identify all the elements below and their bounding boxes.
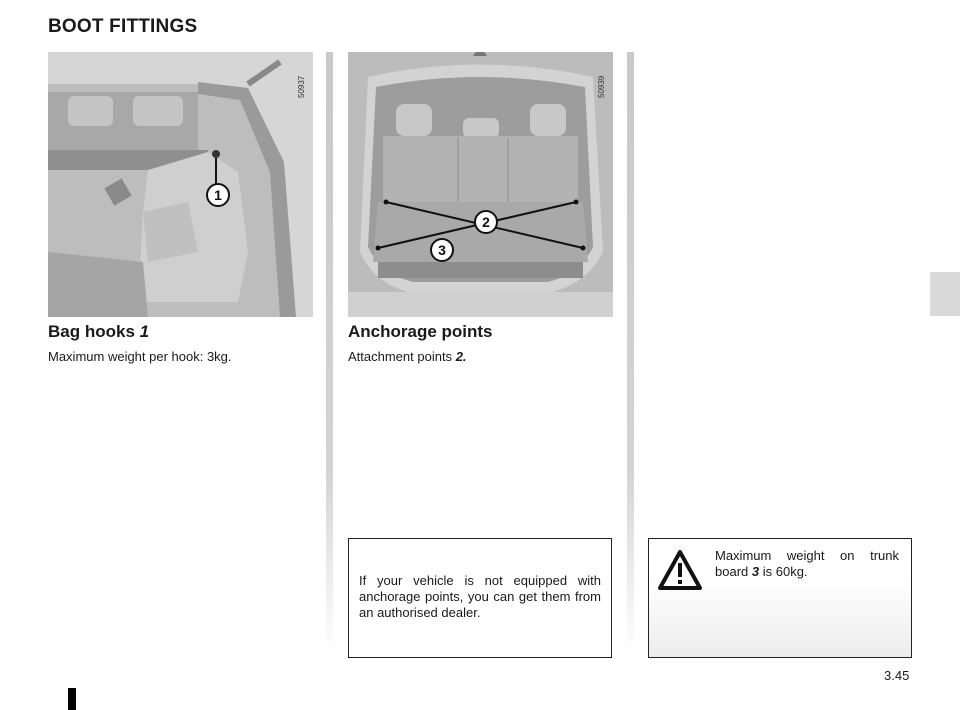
figure-number: 50937	[297, 75, 306, 98]
callout-3-marker	[429, 237, 455, 263]
anchorage-points-heading: Anchorage points	[348, 322, 493, 341]
warning-ref: 3	[751, 564, 760, 579]
note-text: If your vehicle is not equipped with anchorage points, you can get them from an authorised dealer.	[359, 573, 601, 620]
warning-triangle-icon	[657, 549, 703, 591]
figure-number: 50939	[597, 75, 606, 98]
column-divider-right	[627, 52, 634, 652]
warning-text: Maximum weight on trunk board 3 is 60kg.	[715, 548, 899, 579]
section-edge-tab	[930, 272, 960, 316]
bag-hooks-text: Maximum weight per hook: 3kg.	[48, 349, 232, 364]
callout-2-marker	[473, 209, 499, 235]
bag-hooks-ref: 1	[139, 322, 150, 341]
anchorage-points-text: Attachment points 2.	[348, 349, 467, 364]
column-divider-left	[326, 52, 333, 652]
anchorage-points-ref: 2.	[455, 349, 467, 364]
bag-hooks-heading: Bag hooks 1	[48, 322, 150, 341]
anchorage-points-illustration	[348, 52, 613, 317]
page-title: BOOT FITTINGS	[48, 16, 198, 37]
callout-1-marker	[205, 182, 231, 208]
svg-text:1: 1	[214, 187, 222, 203]
warning-box	[648, 538, 912, 658]
bag-hook-illustration	[48, 52, 313, 317]
note-box	[348, 538, 612, 658]
corner-mark	[68, 688, 76, 710]
page-number: 3.45	[884, 668, 910, 683]
svg-text:2: 2	[482, 214, 490, 230]
svg-text:3: 3	[438, 242, 446, 258]
